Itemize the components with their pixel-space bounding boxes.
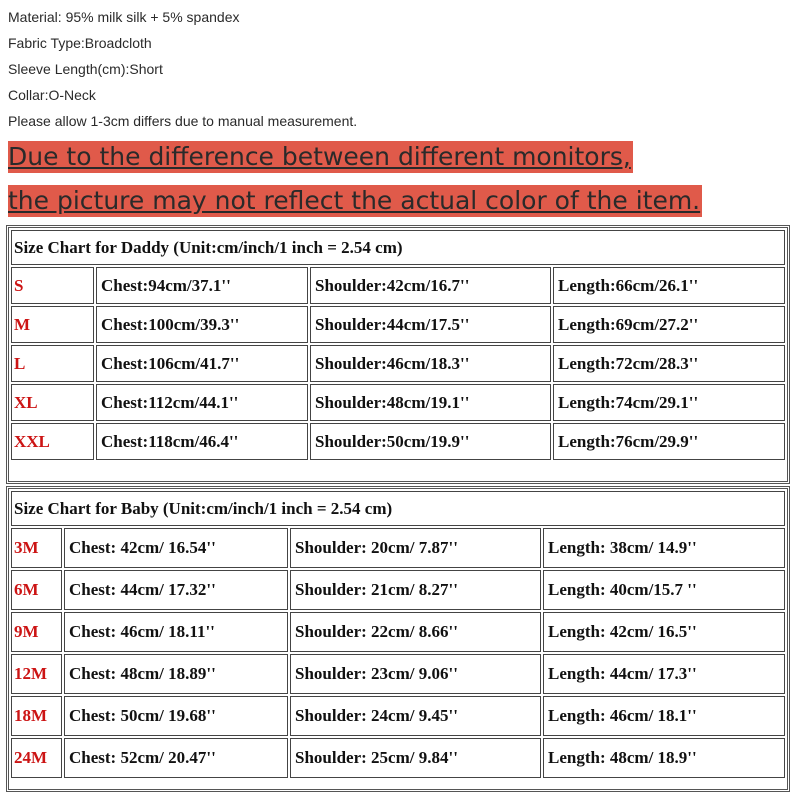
size-label: 24M <box>11 738 62 778</box>
table-row <box>11 612 785 652</box>
length-cell: Length: 40cm/15.7 '' <box>543 570 785 610</box>
shoulder-cell: Shoulder: 21cm/ 8.27'' <box>290 570 541 610</box>
table-row <box>11 345 785 382</box>
length-cell: Length: 48cm/ 18.9'' <box>543 738 785 778</box>
daddy-size-chart <box>6 225 790 484</box>
baby-chart-title-row <box>11 491 785 526</box>
size-label: XXL <box>11 423 94 460</box>
daddy-chart-title-row <box>11 230 785 265</box>
baby-size-chart <box>6 486 790 792</box>
shoulder-cell: Shoulder:42cm/16.7'' <box>310 267 551 304</box>
table-row <box>11 528 785 568</box>
baby-chart-title: Size Chart for Baby (Unit:cm/inch/1 inch = 2.54 cm) <box>11 491 785 526</box>
table-row <box>11 570 785 610</box>
table-row <box>11 738 785 778</box>
daddy-size-table <box>9 228 787 462</box>
chest-cell: Chest:106cm/41.7'' <box>96 345 308 382</box>
chest-cell: Chest: 42cm/ 16.54'' <box>64 528 288 568</box>
length-cell: Length:76cm/29.9'' <box>553 423 785 460</box>
shoulder-cell: Shoulder: 20cm/ 7.87'' <box>290 528 541 568</box>
length-cell: Length:74cm/29.1'' <box>553 384 785 421</box>
chest-cell: Chest:112cm/44.1'' <box>96 384 308 421</box>
size-label: 9M <box>11 612 62 652</box>
measurement-note: Please allow 1-3cm differs due to manual measurement. <box>8 113 358 129</box>
chest-cell: Chest: 50cm/ 19.68'' <box>64 696 288 736</box>
fabric-spec: Fabric Type:Broadcloth <box>8 35 152 51</box>
material-spec: Material: 95% milk silk + 5% spandex <box>8 9 240 25</box>
chest-cell: Chest: 46cm/ 18.11'' <box>64 612 288 652</box>
chest-cell: Chest:94cm/37.1'' <box>96 267 308 304</box>
size-label: S <box>11 267 94 304</box>
length-cell: Length:69cm/27.2'' <box>553 306 785 343</box>
table-row <box>11 384 785 421</box>
shoulder-cell: Shoulder:48cm/19.1'' <box>310 384 551 421</box>
chest-cell: Chest: 44cm/ 17.32'' <box>64 570 288 610</box>
shoulder-cell: Shoulder:50cm/19.9'' <box>310 423 551 460</box>
table-row <box>11 306 785 343</box>
chest-cell: Chest:100cm/39.3'' <box>96 306 308 343</box>
chest-cell: Chest: 52cm/ 20.47'' <box>64 738 288 778</box>
size-label: M <box>11 306 94 343</box>
length-cell: Length: 44cm/ 17.3'' <box>543 654 785 694</box>
table-row <box>11 696 785 736</box>
size-label: 12M <box>11 654 62 694</box>
color-warning-line-2: the picture may not reflect the actual color of the item. <box>8 186 701 215</box>
length-cell: Length: 46cm/ 18.1'' <box>543 696 785 736</box>
size-label: L <box>11 345 94 382</box>
size-label: 18M <box>11 696 62 736</box>
size-label: XL <box>11 384 94 421</box>
chest-cell: Chest: 48cm/ 18.89'' <box>64 654 288 694</box>
shoulder-cell: Shoulder: 22cm/ 8.66'' <box>290 612 541 652</box>
chest-cell: Chest:118cm/46.4'' <box>96 423 308 460</box>
daddy-chart-title: Size Chart for Daddy (Unit:cm/inch/1 inch = 2.54 cm) <box>11 230 785 265</box>
length-cell: Length: 42cm/ 16.5'' <box>543 612 785 652</box>
shoulder-cell: Shoulder: 24cm/ 9.45'' <box>290 696 541 736</box>
table-row <box>11 423 785 460</box>
table-row <box>11 267 785 304</box>
size-label: 6M <box>11 570 62 610</box>
sleeve-spec: Sleeve Length(cm):Short <box>8 61 163 77</box>
baby-size-table <box>9 489 787 780</box>
shoulder-cell: Shoulder: 25cm/ 9.84'' <box>290 738 541 778</box>
shoulder-cell: Shoulder: 23cm/ 9.06'' <box>290 654 541 694</box>
shoulder-cell: Shoulder:44cm/17.5'' <box>310 306 551 343</box>
collar-spec: Collar:O-Neck <box>8 87 96 103</box>
color-warning-line-1: Due to the difference between different monitors, <box>8 142 631 171</box>
length-cell: Length: 38cm/ 14.9'' <box>543 528 785 568</box>
size-label: 3M <box>11 528 62 568</box>
length-cell: Length:72cm/28.3'' <box>553 345 785 382</box>
shoulder-cell: Shoulder:46cm/18.3'' <box>310 345 551 382</box>
table-row <box>11 654 785 694</box>
length-cell: Length:66cm/26.1'' <box>553 267 785 304</box>
